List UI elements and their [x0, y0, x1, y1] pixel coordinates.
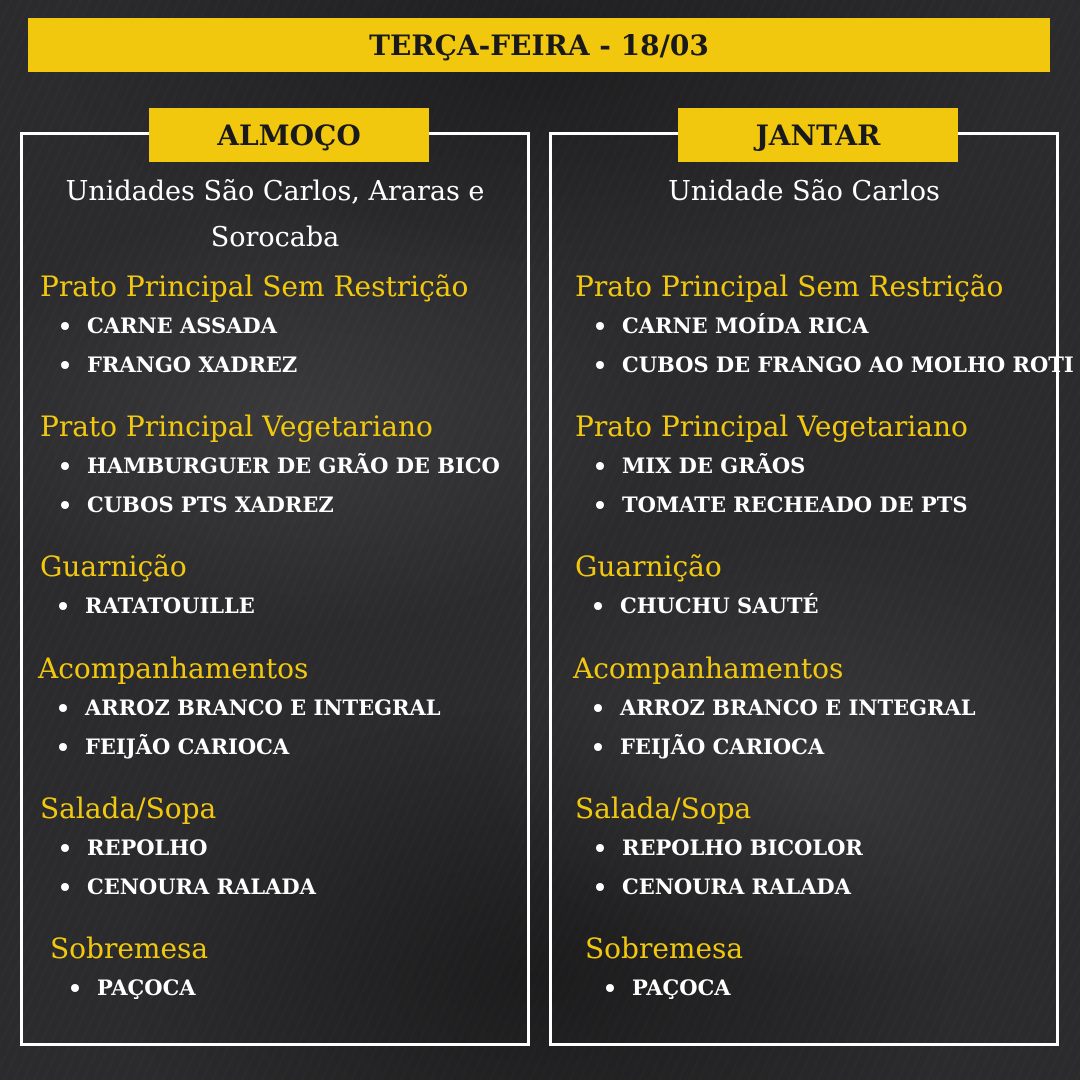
menu-item: MIX DE GRÃOS: [622, 446, 1056, 485]
bullet-icon: [61, 501, 69, 509]
menu-item: FEIJÃO CARIOCA: [620, 727, 1056, 766]
lunch-section-main: [23, 270, 527, 384]
bullet-icon: [594, 704, 602, 712]
section-title: Sobremesa: [50, 932, 209, 965]
lunch-units: Unidades São Carlos, Araras e Sorocaba: [65, 176, 485, 253]
menu-item: ARROZ BRANCO E INTEGRAL: [620, 688, 1056, 727]
bullet-icon: [594, 602, 602, 610]
dinner-section-accompaniments: [552, 652, 1056, 766]
bullet-icon: [61, 322, 69, 330]
section-title: Prato Principal Sem Restrição: [40, 270, 469, 303]
bullet-icon: [59, 602, 67, 610]
bullet-icon: [61, 361, 69, 369]
section-title: Sobremesa: [585, 932, 744, 965]
section-title: Salada/Sopa: [575, 792, 752, 825]
menu-item: CHUCHU SAUTÉ: [620, 586, 1056, 625]
bullet-icon: [59, 704, 67, 712]
menu-item: CENOURA RALADA: [87, 867, 527, 906]
dinner-panel: [549, 118, 1074, 1046]
bullet-icon: [71, 984, 79, 992]
bullet-icon: [61, 844, 69, 852]
section-title: Guarnição: [575, 550, 722, 583]
menu-item: CUBOS PTS XADREZ: [87, 485, 527, 524]
bullet-icon: [596, 462, 604, 470]
menu-item: ARROZ BRANCO E INTEGRAL: [85, 688, 527, 727]
dinner-section-side: [552, 550, 1056, 625]
menu-item: FRANGO XADREZ: [87, 345, 527, 384]
page-title: TERÇA-FEIRA - 18/03: [28, 18, 1050, 72]
section-title: Prato Principal Vegetariano: [575, 410, 968, 443]
dinner-units: Unidade São Carlos: [668, 176, 940, 207]
section-title: Acompanhamentos: [38, 652, 309, 685]
section-title: Prato Principal Vegetariano: [40, 410, 433, 443]
lunch-section-salad: [23, 792, 527, 906]
menu-item: PAÇOCA: [97, 968, 527, 1007]
menu-item: CENOURA RALADA: [622, 867, 1056, 906]
bullet-icon: [59, 743, 67, 751]
section-title: Guarnição: [40, 550, 187, 583]
menu-item: CUBOS DE FRANGO AO MOLHO ROTI: [622, 345, 1056, 384]
section-title: Prato Principal Sem Restrição: [575, 270, 1004, 303]
dinner-label: JANTAR: [678, 108, 958, 162]
menu-item: CARNE MOÍDA RICA: [622, 306, 1056, 345]
menu-item: PAÇOCA: [632, 968, 1056, 1007]
lunch-panel: [20, 118, 530, 1046]
bullet-icon: [596, 322, 604, 330]
section-title: Salada/Sopa: [40, 792, 217, 825]
lunch-label: ALMOÇO: [149, 108, 429, 162]
bullet-icon: [61, 462, 69, 470]
dinner-section-salad: [552, 792, 1056, 906]
dinner-section-dessert: [552, 932, 1056, 1007]
bullet-icon: [606, 984, 614, 992]
lunch-section-accompaniments: [23, 652, 527, 766]
bullet-icon: [596, 501, 604, 509]
bullet-icon: [61, 883, 69, 891]
dinner-section-vegetarian: [552, 410, 1056, 524]
lunch-section-vegetarian: [23, 410, 527, 524]
menu-item: HAMBURGUER DE GRÃO DE BICO: [87, 446, 527, 485]
menu-item: FEIJÃO CARIOCA: [85, 727, 527, 766]
menu-item: TOMATE RECHEADO DE PTS: [622, 485, 1056, 524]
section-title: Acompanhamentos: [573, 652, 844, 685]
menu-item: RATATOUILLE: [85, 586, 527, 625]
bullet-icon: [596, 883, 604, 891]
menu-item: REPOLHO: [87, 828, 527, 867]
bullet-icon: [594, 743, 602, 751]
lunch-section-dessert: [23, 932, 527, 1007]
menu-item: CARNE ASSADA: [87, 306, 527, 345]
menu-item: REPOLHO BICOLOR: [622, 828, 1056, 867]
bullet-icon: [596, 361, 604, 369]
bullet-icon: [596, 844, 604, 852]
dinner-section-main: [552, 270, 1074, 384]
lunch-section-side: [23, 550, 527, 625]
